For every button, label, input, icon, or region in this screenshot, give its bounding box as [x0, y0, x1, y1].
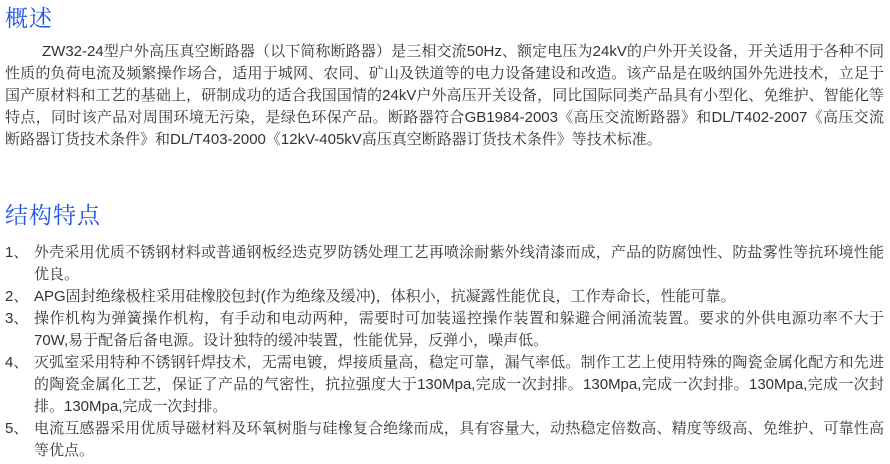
list-item [5, 418, 884, 462]
overview-heading: 概述 [5, 5, 53, 31]
list-item-text: APG固封绝缘极柱采用硅橡胶包封(作为绝缘及缓冲)，体积小，抗凝露性能优良，工作寿命长，性能可靠。 [34, 288, 736, 305]
list-item-text: 操作机构为弹簧操作机构，有手动和电动两种，需要时可加装遥控操作装置和躲避合闸涌流装置。要求的外供电源功率不大于70W,易于配备后备电源。设计独特的缓冲装置，性能优异，反弹小，噪声低。 [34, 310, 884, 349]
list-item-text: 电流互感器采用优质导磁材料及环氧树脂与硅橡复合绝缘而成，具有容量大，动热稳定倍数高、精度等级高、免维护、可靠性高等优点。 [34, 420, 884, 459]
list-item-marker: 4、 [5, 354, 29, 371]
feature-list [5, 242, 884, 462]
overview-paragraph: ZW32-24型户外高压真空断路器（以下简称断路器）是三相交流50Hz、额定电压为24kV的户外开关设备，开关适用于各种不同性质的负荷电流及频繁操作场合，适用于城网、农同、矿山及铁道等的电力设备建设和改造。该产品是在吸纳国外先进技术，立足于国产原材料和工艺的基础上，研制成功的适合我国国情的24kV户外高压开关设备，同比国际同类产品具有小型化、免维护、智能化等特点，同时该产品对周围环境无污染，是绿色环保产品。断路器符合GB1984-2003《高压交流断路器》和DL/T402-2007《高压交流断路器订货技术条件》和DL/T403-2000《12kV-405kV高压真空断路器订货技术条件》等技术标准。 [5, 43, 884, 148]
list-item [5, 286, 884, 308]
features-heading: 结构特点 [5, 202, 101, 228]
list-item-text: 外壳采用优质不锈钢材料或普通钢板经迭克罗防锈处理工艺再喷涂耐紫外线清漆而成，产品的防腐蚀性、防盐雾性等抗环境性能优良。 [34, 244, 884, 283]
list-item [5, 242, 884, 286]
list-item-marker: 3、 [5, 310, 29, 327]
list-item-text: 灭弧室采用特种不锈钢钎焊技术，无需电镀，焊接质量高，稳定可靠，漏气率低。制作工艺上使用特殊的陶瓷金属化配方和先进的陶瓷金属化工艺，保证了产品的气密性，抗拉强度大于130Mpa,完成一次封排。130Mpa,完成一次封排。130Mpa,完成一次封排。130Mpa,完成一次封排。 [34, 354, 884, 415]
list-item [5, 352, 884, 418]
list-item [5, 308, 884, 352]
list-item-marker: 1、 [5, 244, 29, 261]
list-item-marker: 2、 [5, 288, 29, 305]
list-item-marker: 5、 [5, 420, 29, 437]
